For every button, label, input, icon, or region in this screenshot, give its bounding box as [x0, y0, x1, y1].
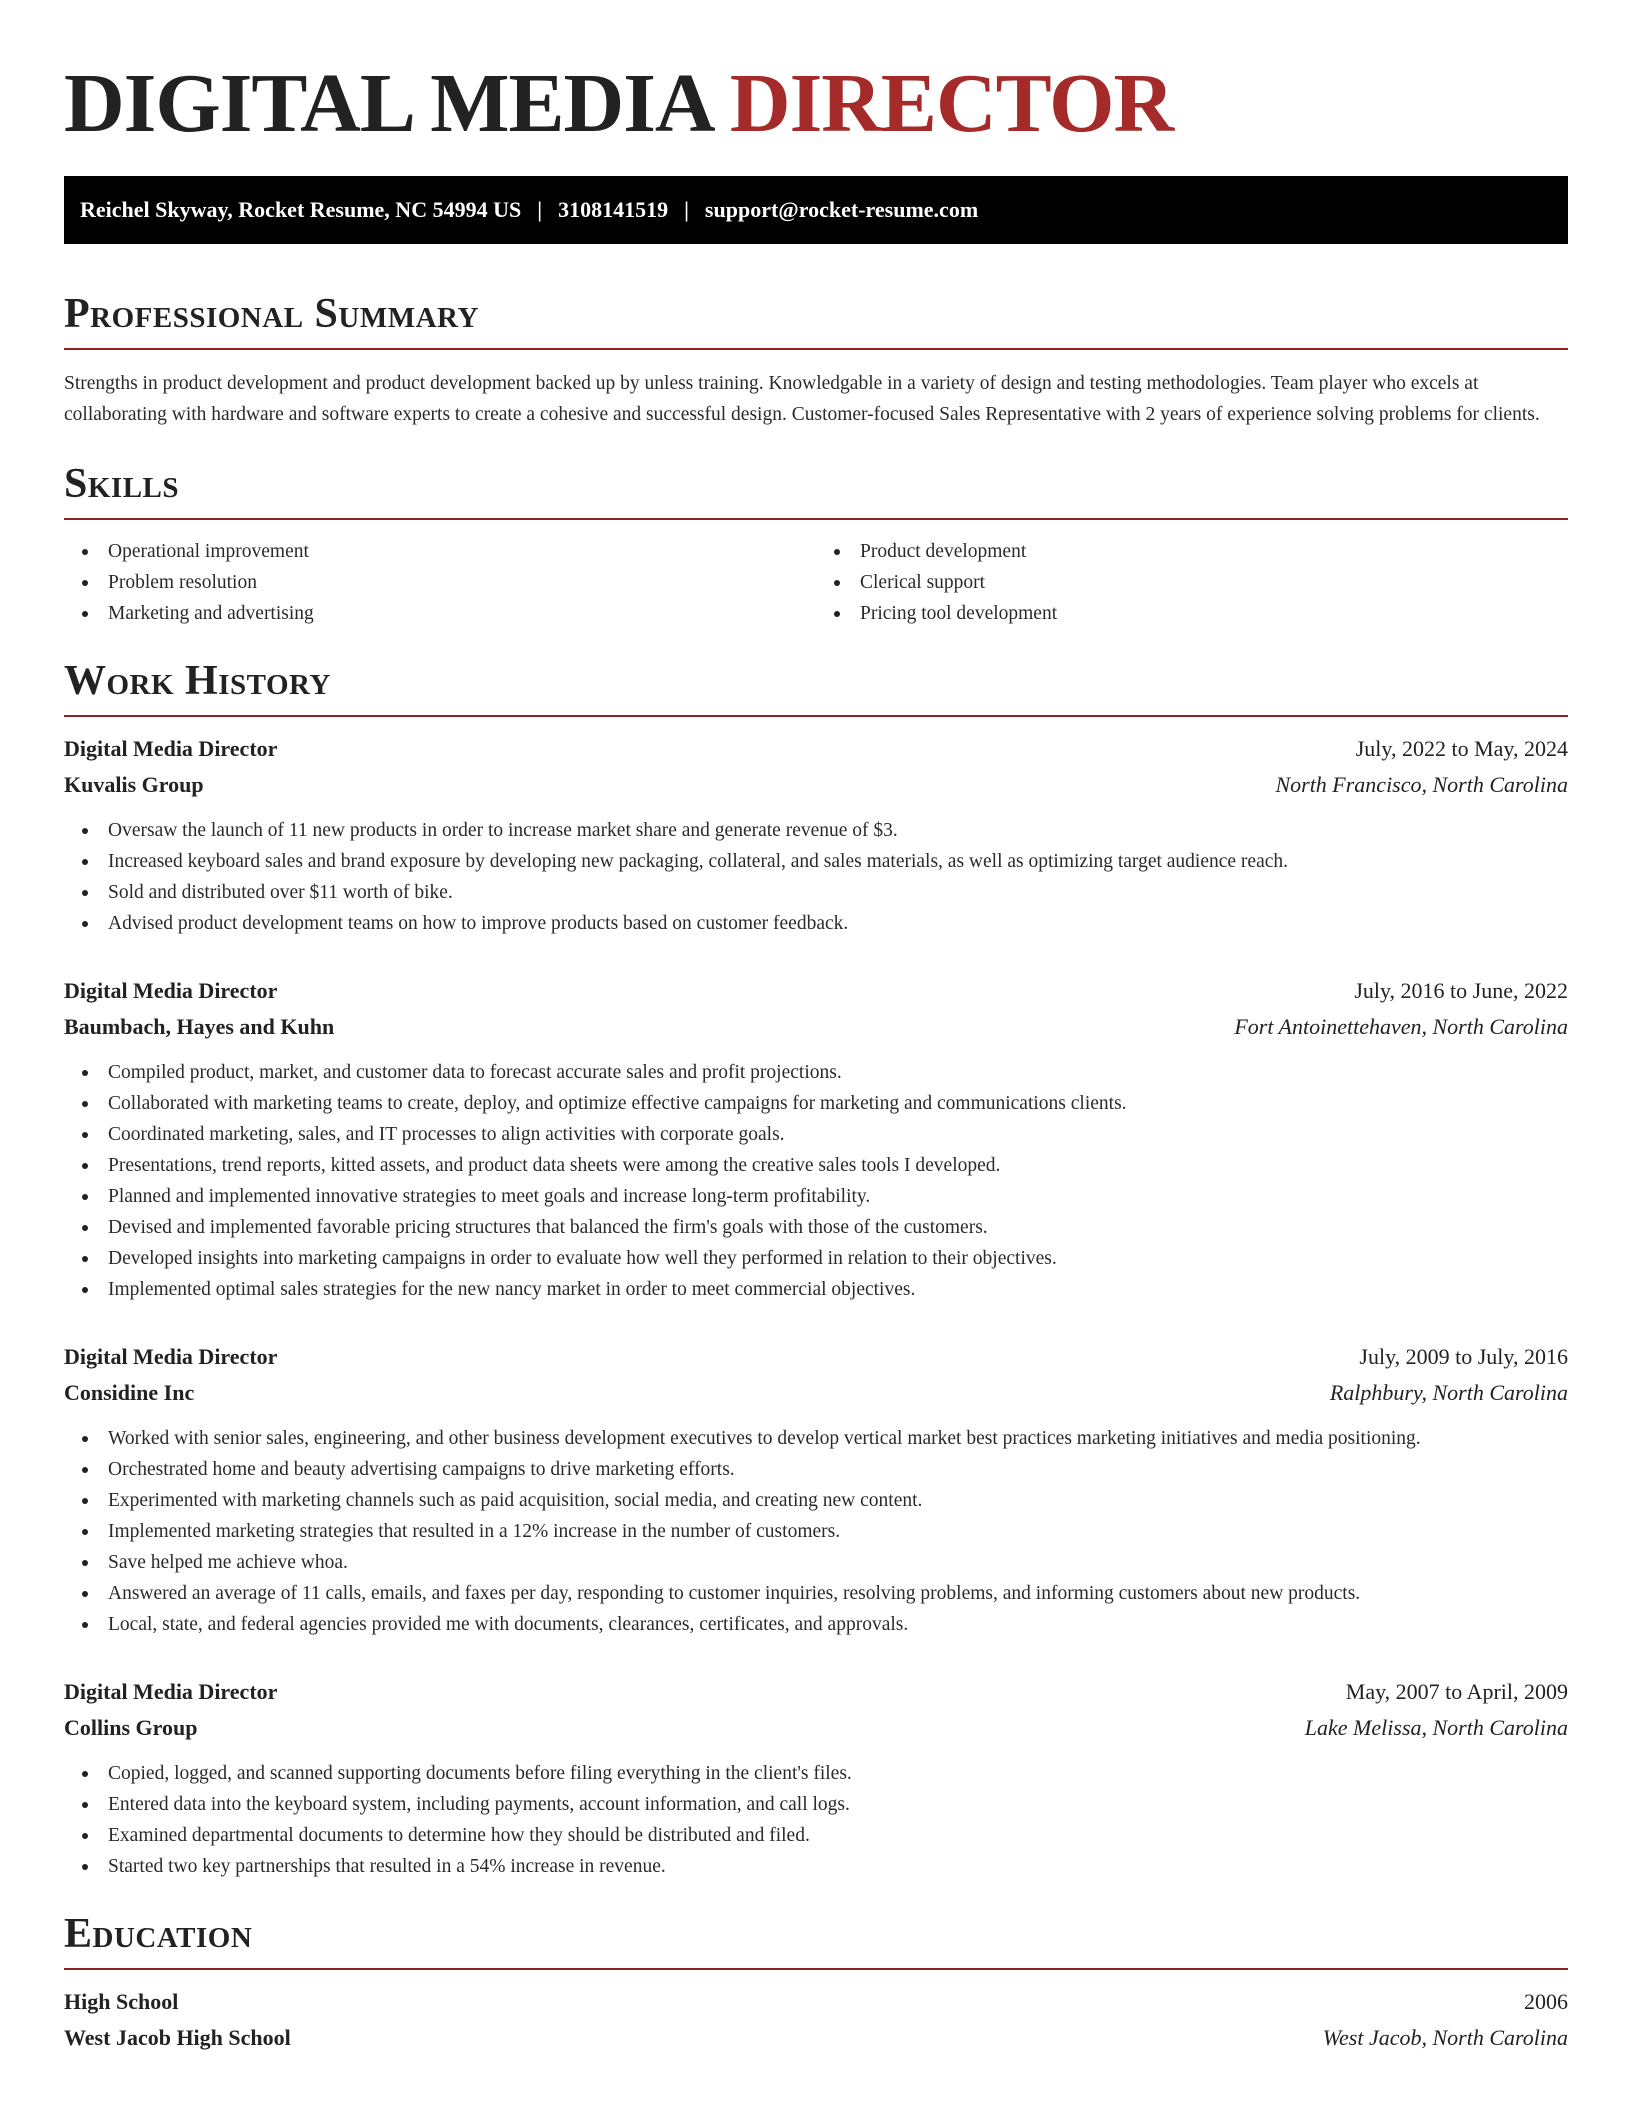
job-company-row — [64, 1009, 1568, 1045]
job-location: Fort Antoinettehaven, North Carolina — [1234, 1014, 1568, 1039]
job-bullet: Entered data into the keyboard system, including payments, account information, and call logs. — [64, 1789, 1568, 1820]
title-part-2: DIRECTOR — [729, 57, 1174, 150]
job-entry — [64, 973, 1568, 1305]
job-location: Ralphbury, North Carolina — [1329, 1380, 1568, 1405]
job-entry — [64, 731, 1568, 939]
skill-item: Pricing tool development — [816, 598, 1568, 629]
job-title: Digital Media Director — [64, 736, 278, 761]
education-entry — [64, 1984, 1568, 2056]
job-header-row — [64, 731, 1568, 767]
summary-section — [64, 290, 1568, 430]
job-bullets — [64, 1057, 1568, 1305]
job-header-row — [64, 1674, 1568, 1710]
job-bullet: Presentations, trend reports, kitted assets, and product data sheets were among the creative sales tools I developed. — [64, 1150, 1568, 1181]
job-bullet: Implemented optimal sales strategies for the new nancy market in order to meet commercial objectives. — [64, 1274, 1568, 1305]
skills-columns — [64, 536, 1568, 629]
job-company: Baumbach, Hayes and Kuhn — [64, 1014, 335, 1039]
job-company: Collins Group — [64, 1715, 198, 1740]
job-bullet: Experimented with marketing channels such as paid acquisition, social media, and creating new content. — [64, 1485, 1568, 1516]
skill-item: Clerical support — [816, 567, 1568, 598]
job-company-row — [64, 767, 1568, 803]
contact-separator: | — [684, 197, 689, 222]
job-bullets — [64, 1423, 1568, 1640]
education-degree: High School — [64, 1989, 179, 2014]
skills-heading: Skills — [64, 460, 1568, 520]
job-bullet: Examined departmental documents to determine how they should be distributed and filed. — [64, 1820, 1568, 1851]
education-year: 2006 — [1524, 1989, 1568, 2014]
job-dates: July, 2016 to June, 2022 — [1354, 978, 1568, 1003]
job-header-row — [64, 1339, 1568, 1375]
job-dates: July, 2022 to May, 2024 — [1355, 736, 1568, 761]
job-bullet: Developed insights into marketing campaigns in order to evaluate how well they performed in relation to their objectives. — [64, 1243, 1568, 1274]
job-bullets — [64, 1758, 1568, 1882]
job-title: Digital Media Director — [64, 1679, 278, 1704]
education-school: West Jacob High School — [64, 2025, 291, 2050]
job-location: North Francisco, North Carolina — [1275, 772, 1568, 797]
job-bullet: Coordinated marketing, sales, and IT processes to align activities with corporate goals. — [64, 1119, 1568, 1150]
job-bullet: Advised product development teams on how to improve products based on customer feedback. — [64, 908, 1568, 939]
job-bullet: Started two key partnerships that resulted in a 54% increase in revenue. — [64, 1851, 1568, 1882]
job-bullet: Sold and distributed over $11 worth of bike. — [64, 877, 1568, 908]
job-dates: May, 2007 to April, 2009 — [1345, 1679, 1568, 1704]
contact-bar — [64, 176, 1568, 244]
skill-item: Operational improvement — [64, 536, 816, 567]
title-part-1: DIGITAL MEDIA — [64, 57, 710, 150]
job-bullets — [64, 815, 1568, 939]
summary-heading: Professional Summary — [64, 290, 1568, 350]
job-location: Lake Melissa, North Carolina — [1304, 1715, 1568, 1740]
work-history-section — [64, 657, 1568, 1882]
contact-separator: | — [537, 197, 543, 222]
education-heading: Education — [64, 1910, 1568, 1970]
job-bullet: Planned and implemented innovative strategies to meet goals and increase long-term profitability. — [64, 1181, 1568, 1212]
skill-item: Marketing and advertising — [64, 598, 816, 629]
education-location: West Jacob, North Carolina — [1322, 2025, 1568, 2050]
job-bullet: Orchestrated home and beauty advertising campaigns to drive marketing efforts. — [64, 1454, 1568, 1485]
job-company: Kuvalis Group — [64, 772, 204, 797]
skills-column-left — [64, 536, 816, 629]
job-bullet: Worked with senior sales, engineering, and other business development executives to develop vertical market best practices marketing initiatives and media positioning. — [64, 1423, 1568, 1454]
job-title: Digital Media Director — [64, 1344, 278, 1369]
job-bullet: Local, state, and federal agencies provided me with documents, clearances, certificates, and approvals. — [64, 1609, 1568, 1640]
job-company: Considine Inc — [64, 1380, 195, 1405]
job-bullet: Compiled product, market, and customer data to forecast accurate sales and profit projections. — [64, 1057, 1568, 1088]
job-header-row — [64, 973, 1568, 1009]
job-entry — [64, 1339, 1568, 1640]
job-bullet: Devised and implemented favorable pricing structures that balanced the firm's goals with those of the customers. — [64, 1212, 1568, 1243]
job-bullet: Oversaw the launch of 11 new products in order to increase market share and generate revenue of $3. — [64, 815, 1568, 846]
summary-text: Strengths in product development and product development backed up by unless training. Knowledgable in a variety of design and testing methodologies. Team player who excels at collaborating with hardware and software experts to create a cohesive and successful design. Customer-focused Sales Representative with 2 years of experience solving problems for clients. — [64, 373, 1540, 425]
contact-email: support@rocket-resume.com — [704, 197, 979, 222]
job-company-row — [64, 1375, 1568, 1411]
job-bullet: Save helped me achieve whoa. — [64, 1547, 1568, 1578]
education-header-row — [64, 1984, 1568, 2020]
education-school-row — [64, 2020, 1568, 2056]
education-section — [64, 1910, 1568, 2056]
job-company-row — [64, 1710, 1568, 1746]
job-entry — [64, 1674, 1568, 1882]
skills-section — [64, 460, 1568, 629]
skill-item: Product development — [816, 536, 1568, 567]
work-history-heading: Work History — [64, 657, 1568, 717]
job-bullet: Increased keyboard sales and brand exposure by developing new packaging, collateral, and sales materials, as well as optimizing target audience reach. — [64, 846, 1568, 877]
resume-title — [64, 56, 1568, 152]
job-dates: July, 2009 to July, 2016 — [1359, 1344, 1568, 1369]
job-bullet: Collaborated with marketing teams to create, deploy, and optimize effective campaigns for marketing and communications clients. — [64, 1088, 1568, 1119]
contact-phone: 3108141519 — [558, 197, 669, 222]
job-bullet: Answered an average of 11 calls, emails, and faxes per day, responding to customer inquiries, resolving problems, and informing customers about new products. — [64, 1578, 1568, 1609]
job-title: Digital Media Director — [64, 978, 278, 1003]
job-bullet: Copied, logged, and scanned supporting documents before filing everything in the client's files. — [64, 1758, 1568, 1789]
skill-item: Problem resolution — [64, 567, 816, 598]
job-bullet: Implemented marketing strategies that resulted in a 12% increase in the number of customers. — [64, 1516, 1568, 1547]
contact-address: Reichel Skyway, Rocket Resume, NC 54994 US — [80, 197, 522, 222]
skills-column-right — [816, 536, 1568, 629]
